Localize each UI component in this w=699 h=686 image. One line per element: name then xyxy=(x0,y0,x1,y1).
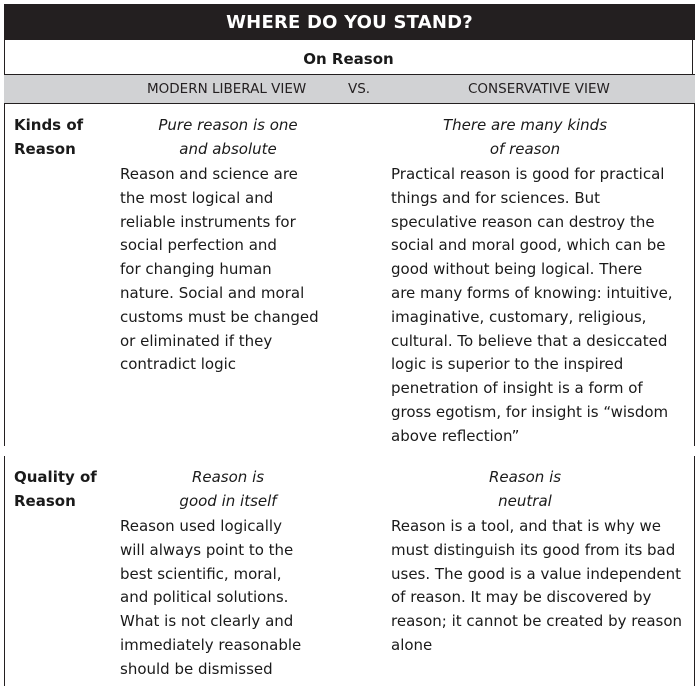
liberal-claim-line: Reason is xyxy=(191,468,265,486)
liberal-explanation-line: What is not clearly and xyxy=(120,612,294,631)
conservative-explanation-line: of reason. It may be discovered by xyxy=(391,588,652,607)
row-label-line: Reason xyxy=(14,492,76,510)
liberal-explanation-line: will always point to the xyxy=(120,540,294,559)
row-label-line: Quality of xyxy=(14,468,97,486)
conservative-explanation xyxy=(391,515,691,658)
table-title-text: WHERE DO YOU STAND? xyxy=(226,11,473,33)
conservative-explanation-line: above reflection” xyxy=(391,426,520,445)
conservative-explanation-line: imaginative, customary, religious, xyxy=(391,307,647,326)
liberal-column-header: MODERN LIBERAL VIEW xyxy=(147,81,307,97)
conservative-explanation-line: gross egotism, for insight is “wisdom xyxy=(391,402,669,421)
conservative-explanation-line: speculative reason can destroy the xyxy=(391,212,655,231)
liberal-explanation xyxy=(120,163,340,377)
conservative-explanation-line: Practical reason is good for practical xyxy=(391,165,665,183)
conservative-explanation-line: uses. The good is a value independent xyxy=(391,564,682,583)
liberal-claim xyxy=(143,465,313,513)
conservative-explanation-line: good without being logical. There xyxy=(391,260,643,279)
liberal-explanation-line: customs must be changed xyxy=(120,307,319,326)
liberal-explanation-line: social perfection and xyxy=(120,236,277,255)
conservative-explanation-line: reason; it cannot be created by reason xyxy=(391,612,683,631)
row-label-line: Reason xyxy=(14,140,76,158)
conservative-explanation-line: are many forms of knowing: intuitive, xyxy=(391,283,673,302)
comparison-table xyxy=(4,0,695,686)
table-title xyxy=(4,4,695,40)
conservative-claim-line: Reason is xyxy=(488,468,562,486)
conservative-claim xyxy=(425,465,625,513)
conservative-claim-line: neutral xyxy=(498,492,552,510)
table-subtitle xyxy=(4,40,693,74)
conservative-claim xyxy=(425,113,625,161)
table-row-kinds-of-reason xyxy=(4,104,695,446)
conservative-explanation-line: social and moral good, which can be xyxy=(391,236,666,255)
column-header-row xyxy=(4,74,695,104)
liberal-explanation-line: best scientific, moral, xyxy=(120,564,282,583)
liberal-explanation-line: Reason used logically xyxy=(120,517,282,535)
liberal-explanation xyxy=(120,515,340,682)
liberal-explanation-line: or eliminated if they xyxy=(120,331,273,350)
liberal-explanation-line: Reason and science are xyxy=(120,165,298,183)
conservative-explanation-line: cultural. To believe that a desiccated xyxy=(391,331,668,350)
conservative-explanation-line: logic is superior to the inspired xyxy=(391,355,624,374)
liberal-explanation-line: the most logical and xyxy=(120,188,274,207)
conservative-explanation xyxy=(391,163,691,449)
conservative-column-header: CONSERVATIVE VIEW xyxy=(468,81,610,97)
row-label xyxy=(14,113,114,161)
conservative-explanation-line: things and for sciences. But xyxy=(391,188,601,207)
liberal-explanation-line: contradict logic xyxy=(120,355,237,374)
liberal-explanation-line: should be dismissed xyxy=(120,659,273,678)
liberal-claim-line: and absolute xyxy=(179,140,277,158)
liberal-explanation-line: for changing human xyxy=(120,260,272,279)
conservative-claim-line: of reason xyxy=(489,140,561,158)
liberal-explanation-line: immediately reasonable xyxy=(120,635,302,654)
table-row-quality-of-reason xyxy=(4,456,695,686)
conservative-explanation-line: penetration of insight is a form of xyxy=(391,379,643,398)
conservative-claim-line: There are many kinds xyxy=(442,116,608,134)
liberal-claim xyxy=(143,113,313,161)
liberal-explanation-line: nature. Social and moral xyxy=(120,283,305,302)
liberal-claim-line: Pure reason is one xyxy=(158,116,298,134)
conservative-explanation-line: alone xyxy=(391,635,433,654)
liberal-explanation-line: and political solutions. xyxy=(120,588,289,607)
row-label-line: Kinds of xyxy=(14,116,84,134)
liberal-claim-line: good in itself xyxy=(179,492,277,510)
row-label xyxy=(14,465,114,513)
conservative-explanation-line: must distinguish its good from its bad xyxy=(391,540,676,559)
versus-label: VS. xyxy=(348,81,371,97)
liberal-explanation-line: reliable instruments for xyxy=(120,212,296,231)
conservative-explanation-line: Reason is a tool, and that is why we xyxy=(391,517,661,535)
table-subtitle-text: On Reason xyxy=(303,50,394,68)
